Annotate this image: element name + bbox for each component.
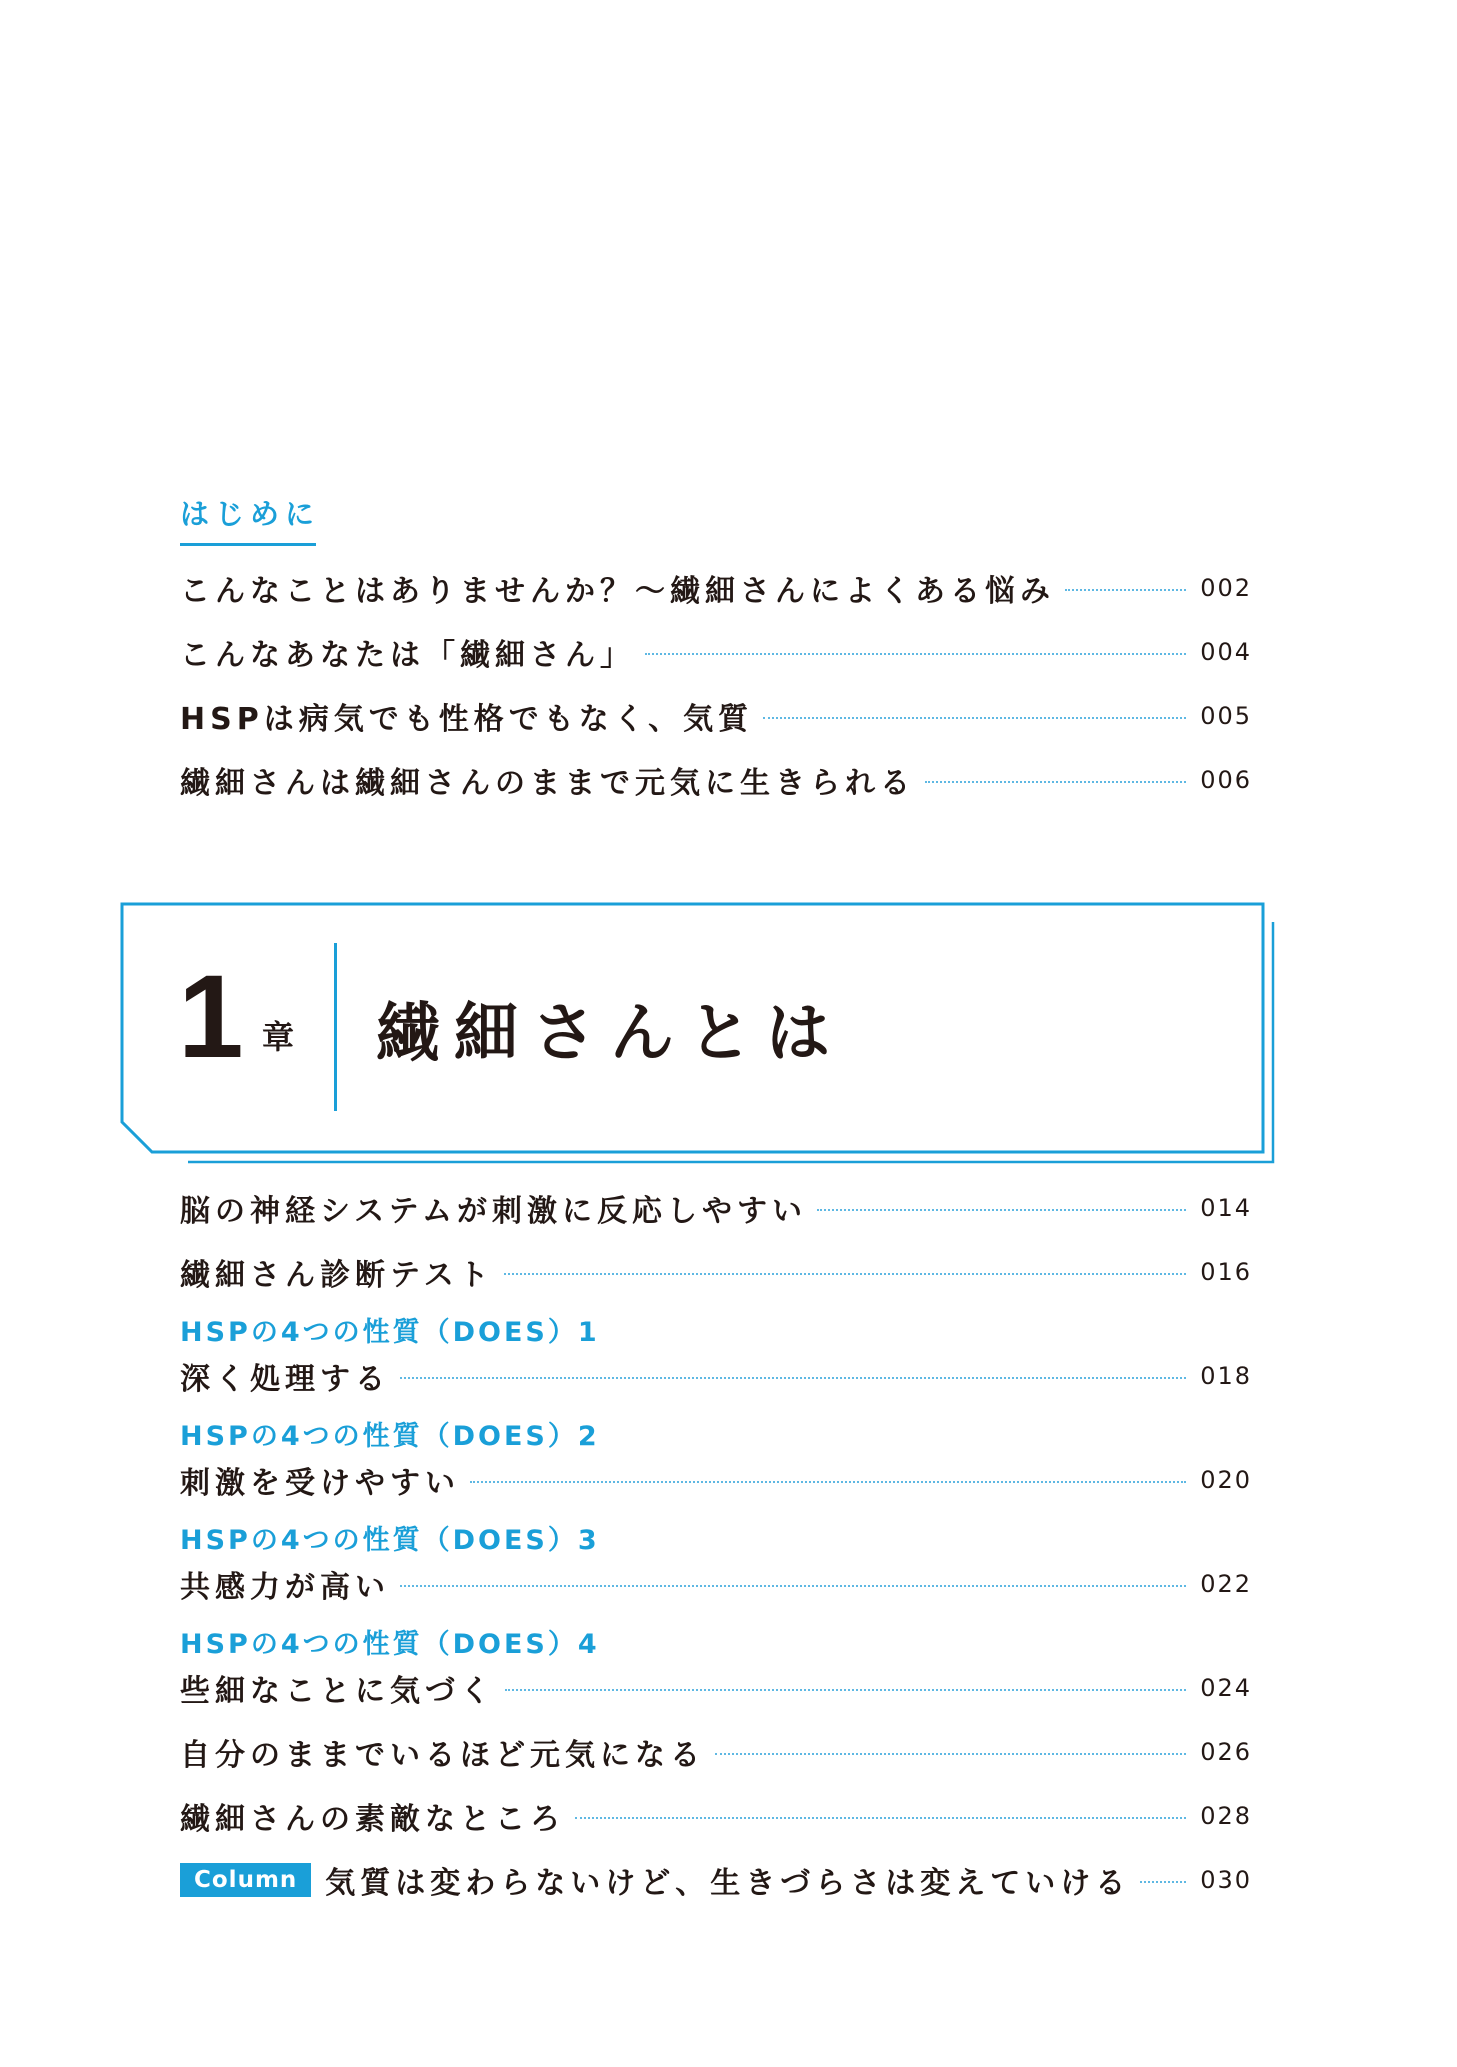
toc-entry[interactable] [180, 1730, 1252, 1774]
dot-leader [400, 1585, 1186, 1587]
toc-page-number: 005 [1200, 702, 1252, 730]
dot-leader [715, 1753, 1186, 1755]
toc-entry-subtitle: HSPの4つの性質（DOES）2 [180, 1421, 600, 1452]
dot-leader [575, 1817, 1186, 1819]
toc-entry-title: HSPは病気でも性格でもなく、気質 [180, 702, 754, 737]
dot-leader [645, 653, 1186, 655]
toc-page-number: 016 [1200, 1258, 1252, 1286]
toc-entry-title: 刺激を受けやすい [180, 1466, 460, 1501]
toc-page-number: 026 [1200, 1738, 1252, 1766]
toc-page-number: 028 [1200, 1802, 1252, 1830]
chapter-suffix: 章 [262, 1018, 295, 1056]
toc-page-number: 020 [1200, 1466, 1252, 1494]
dot-leader [763, 717, 1186, 719]
toc-entry[interactable] [180, 694, 1252, 738]
toc-entry-title: 繊細さんは繊細さんのままで元気に生きられる [180, 766, 915, 801]
dot-leader [925, 781, 1186, 783]
dot-leader [817, 1209, 1186, 1211]
toc-entry-subtitle: HSPの4つの性質（DOES）3 [180, 1525, 600, 1556]
toc-entry-column[interactable] [180, 1858, 1252, 1902]
toc-entry[interactable] [180, 1458, 1252, 1502]
dot-leader [504, 1273, 1186, 1275]
toc-entry[interactable] [180, 1354, 1252, 1398]
toc-entry[interactable] [180, 1250, 1252, 1294]
toc-entry-title: こんなあなたは「繊細さん」 [180, 638, 635, 673]
toc-entry[interactable] [180, 630, 1252, 674]
chapter-title: 繊細さんとは [376, 997, 844, 1071]
dot-leader [470, 1481, 1186, 1483]
toc-entry-title: 繊細さん診断テスト [180, 1258, 494, 1293]
toc-entry[interactable] [180, 566, 1252, 610]
toc-entry-title: 自分のままでいるほど元気になる [180, 1738, 705, 1773]
toc-entry[interactable] [180, 1562, 1252, 1606]
dot-leader [400, 1377, 1186, 1379]
toc-entry-title: 気質は変わらないけど、生きづらさは変えていける [325, 1866, 1131, 1901]
toc-entry[interactable] [180, 1666, 1252, 1710]
toc-entry-title: 些細なことに気づく [180, 1674, 495, 1709]
toc-page-number: 030 [1200, 1866, 1252, 1894]
toc-entry-subtitle: HSPの4つの性質（DOES）1 [180, 1317, 600, 1348]
chapter-number: 1 [178, 951, 244, 1083]
dot-leader [505, 1689, 1186, 1691]
chapter-divider [334, 943, 337, 1111]
toc-page-number: 002 [1200, 574, 1252, 602]
section-heading-intro: はじめに [180, 497, 321, 531]
toc-page-number: 006 [1200, 766, 1252, 794]
heading-underline [180, 543, 316, 546]
toc-entry-title: 共感力が高い [180, 1570, 390, 1605]
toc-entry-title: 脳の神経システムが刺激に反応しやすい [180, 1194, 807, 1229]
toc-entry[interactable] [180, 1186, 1252, 1230]
dot-leader [1065, 589, 1186, 591]
toc-entry[interactable] [180, 1794, 1252, 1838]
toc-page-number: 004 [1200, 638, 1252, 666]
dot-leader [1140, 1881, 1186, 1883]
toc-page-number: 024 [1200, 1674, 1252, 1702]
toc-entry-title: 繊細さんの素敵なところ [180, 1802, 565, 1837]
toc-entry-title: 深く処理する [180, 1362, 390, 1397]
toc-page-number: 022 [1200, 1570, 1252, 1598]
toc-page-number: 014 [1200, 1194, 1252, 1222]
toc-entry-subtitle: HSPの4つの性質（DOES）4 [180, 1629, 600, 1660]
column-badge: Column [180, 1863, 311, 1897]
toc-entry-title: こんなことはありませんか？～繊細さんによくある悩み [180, 574, 1055, 609]
toc-page-number: 018 [1200, 1362, 1252, 1390]
toc-entry[interactable] [180, 758, 1252, 802]
